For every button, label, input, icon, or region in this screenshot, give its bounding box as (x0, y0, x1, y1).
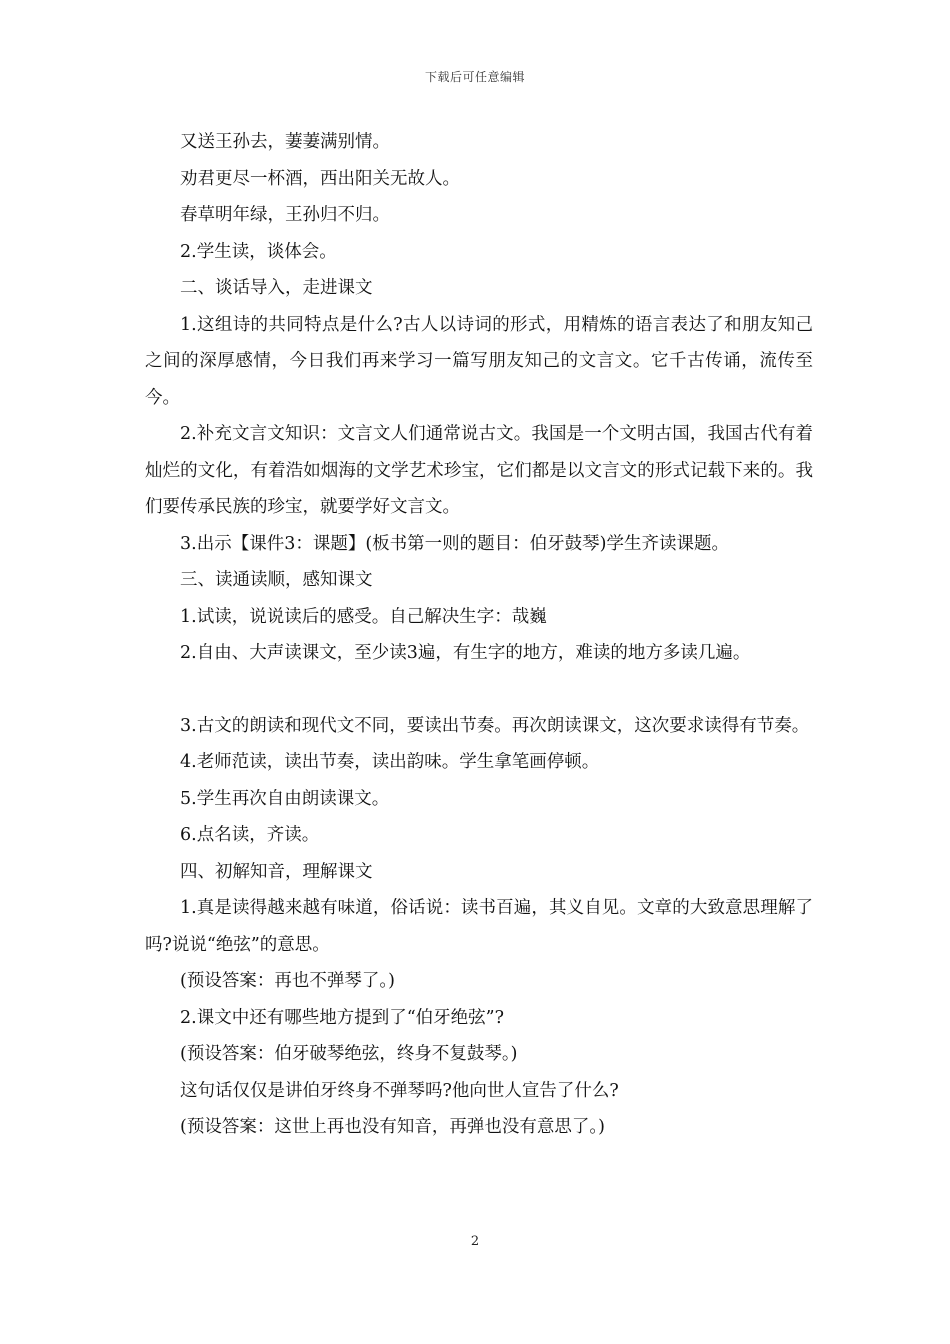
paragraph: (预设答案：这世上再也没有知音，再弹也没有意思了。) (180, 1117, 605, 1137)
paragraph: 又送王孙去，萋萋满别情。 (180, 132, 390, 152)
paragraph: 劝君更尽一杯酒，西出阳关无故人。 (180, 168, 460, 189)
paragraph: 1.真是读得越来越有味道，俗话说：读书百遍，其义自见。文章的大致意思理解了吗?说说“绝弦”的意思。 (145, 898, 813, 955)
paragraph: 3.古文的朗读和现代文不同，要读出节奏。再次朗读课文，这次要求读得有节奏。 (180, 715, 810, 736)
section-heading: 三、读通读顺，感知课文 (180, 570, 373, 590)
paragraph: 春草明年绿，王孙归不归。 (180, 205, 390, 225)
paragraph: 2.补充文言文知识：文言文人们通常说古文。我国是一个文明古国，我国古代有着灿烂的文化，有着浩如烟海的文学艺术珍宝，它们都是以文言文的形式记载下来的。我们要传承民族的珍宝，就要学好文言文。 (145, 424, 813, 517)
paragraph: 2.学生读，谈体会。 (180, 241, 337, 262)
section-heading: 四、初解知音，理解课文 (180, 861, 373, 882)
section-heading: 二、谈话导入，走进课文 (180, 278, 373, 298)
paragraph: 2.自由、大声读课文，至少读3遍，有生字的地方，难读的地方多读几遍。 (180, 643, 751, 663)
paragraph: 1.这组诗的共同特点是什么?古人以诗词的形式，用精炼的语言表达了和朋友知己之间的深厚感情，今日我们再来学习一篇写朋友知己的文言文。它千古传诵，流传至今。 (145, 314, 813, 408)
paragraph: 1.试读，说说读后的感受。自己解决生字：哉巍 (180, 606, 547, 627)
paragraph: 4.老师范读，读出节奏，读出韵味。学生拿笔画停顿。 (180, 752, 600, 772)
paragraph: 3.出示【课件3：课题】(板书第一则的题目：伯牙鼓琴)学生齐读课题。 (180, 533, 729, 554)
paragraph: 2.课文中还有哪些地方提到了“伯牙绝弦”? (180, 1007, 504, 1028)
paragraph: 5.学生再次自由朗读课文。 (180, 788, 390, 809)
paragraph: 这句话仅仅是讲伯牙终身不弹琴吗?他向世人宣告了什么? (180, 1080, 619, 1101)
document-body (145, 124, 813, 1146)
paragraph: (预设答案：再也不弹琴了。) (180, 971, 395, 991)
paragraph: (预设答案：伯牙破琴绝弦，终身不复鼓琴。) (180, 1044, 518, 1064)
paragraph: 6.点名读，齐读。 (180, 825, 320, 845)
page-header: 下载后可任意编辑 (424, 70, 525, 84)
blank-line (145, 672, 813, 708)
page-number: 2 (470, 1234, 480, 1249)
